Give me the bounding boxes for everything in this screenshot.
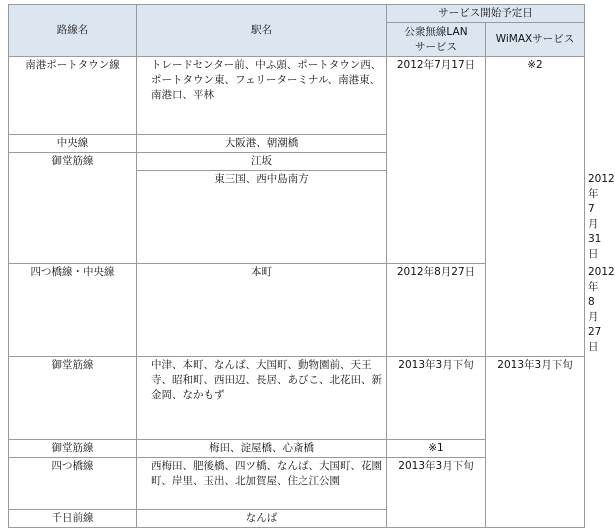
station-cell: 大阪港、朝潮橋 (137, 135, 387, 153)
wimax-date-cell: 2013年3月下旬 (486, 357, 585, 528)
station-cell: 梅田、淀屋橋、心斎橋 (137, 440, 387, 458)
route-cell: 四つ橋線 (9, 458, 137, 510)
station-cell: 中津、本町、なんば、大国町、動物園前、天王寺、昭和町、西田辺、長居、あびこ、北花田、新金岡、なかもず (137, 357, 387, 440)
wifi-date-cell: 2013年3月下旬 (387, 458, 486, 528)
station-cell: トレードセンター前、中ふ頭、ポートタウン西、ポートタウン東、フェリーターミナル、南港東、南港口、平林 (137, 57, 387, 135)
header-service-start: サービス開始予定日 (387, 5, 585, 23)
wifi-date-cell: 2013年3月下旬 (387, 357, 486, 440)
wimax-note-cell: ※2 (486, 57, 585, 357)
route-cell: 中央線 (9, 135, 137, 153)
station-cell: なんば (137, 510, 387, 528)
route-cell: 御堂筋線 (9, 440, 137, 458)
route-cell: 御堂筋線 (9, 357, 137, 440)
wifi-date-cell: 2012年7月17日 (387, 57, 486, 264)
header-route: 路線名 (9, 5, 137, 57)
station-cell: 本町 (137, 264, 387, 357)
route-cell: 四つ橋線・中央線 (9, 264, 137, 357)
route-cell: 南港ポートタウン線 (9, 57, 137, 135)
station-cell: 江坂 (137, 153, 387, 171)
station-cell: 東三国、西中島南方 (137, 171, 387, 264)
header-station: 駅名 (137, 5, 387, 57)
header-wifi: 公衆無線LAN サービス (387, 23, 486, 57)
route-cell: 御堂筋線 (9, 153, 137, 264)
merged-note-cell: ※1 (387, 440, 486, 458)
wifi-date-cell: 2012年8月27日 (387, 264, 486, 357)
header-wimax: WiMAXサービス (486, 23, 585, 57)
station-cell: 西梅田、肥後橋、四ツ橋、なんば、大国町、花園町、岸里、玉出、北加賀屋、住之江公園 (137, 458, 387, 510)
route-cell: 千日前線 (9, 510, 137, 528)
service-schedule-table: 路線名 駅名 サービス開始予定日 公衆無線LAN サービス WiMAXサービス 南港ポートタウン線 トレードセンター前、中ふ頭、ポートタウン西、ポートタウン東、フェリーターミナル、南港東、南港口、平林 2012年7月17日 ※2 中央線 大阪港、朝潮橋 御堂筋線 江坂 東三国、西中島南方 2012年7月31日 四つ橋線・中央線 本町 2012年8月27日 2012年8月27日 御堂筋線 中津、本町、なんば、大国町、動物園前、天王寺、昭和町、西田辺、長居、あびこ、北花田、新金岡、なかもず 2013年3月下旬 2013年3月下旬 御堂筋線 梅田、淀屋橋、心斎橋 ※1 四つ橋線 西梅田、肥後橋、四ツ橋、なんば、大国町、花園町、岸里、玉出、北加賀屋、住之江公園 2013年3月下旬 千日前線 なんば (8, 4, 585, 528)
